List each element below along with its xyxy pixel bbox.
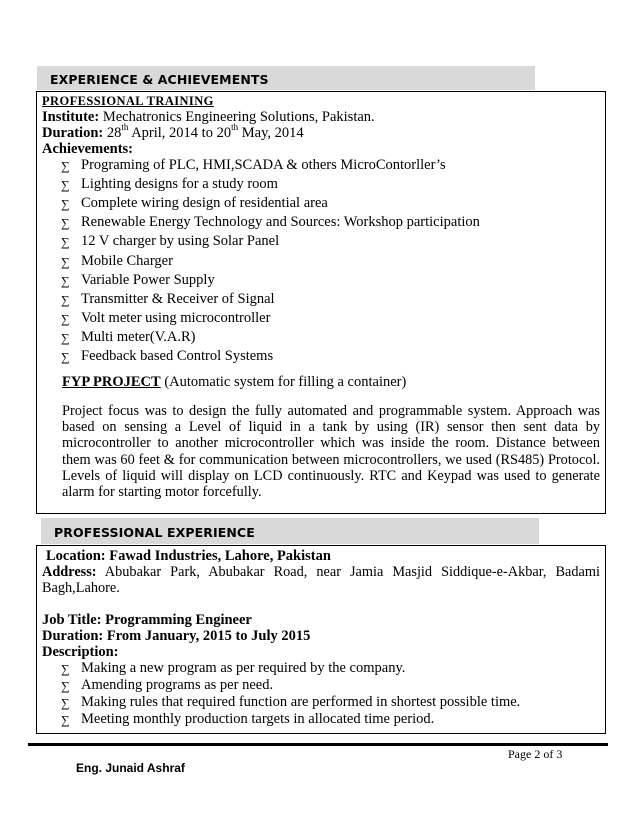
- duty-item: Making rules that required function are performed in shortest possible time.: [81, 694, 521, 710]
- job-duration: Duration: From January, 2015 to July 2015: [42, 628, 311, 644]
- duration-start-rest: April, 2014 to: [131, 125, 213, 141]
- achievement-item: Transmitter & Receiver of Signal: [81, 290, 275, 307]
- achievement-bullet-icon: ∑: [61, 311, 70, 326]
- training-heading: PROFESSIONAL TRAINING: [42, 94, 214, 108]
- achievement-bullet-icon: ∑: [61, 273, 70, 288]
- footer-rule: [28, 743, 608, 746]
- achievement-item: Programing of PLC, HMI,SCADA & others MicroContorller’s: [81, 157, 446, 173]
- achievement-bullet-icon: ∑: [61, 178, 70, 193]
- page-number: Page 2 of 3: [508, 747, 563, 761]
- author-name: Eng. Junaid Ashraf: [76, 761, 185, 775]
- description-label: Description:: [42, 644, 119, 660]
- duration-start-sup: th: [121, 122, 129, 133]
- achievement-bullet-icon: ∑: [61, 254, 70, 269]
- address-label: Address:: [42, 564, 97, 580]
- achievement-item: Volt meter using microcontroller: [81, 309, 271, 326]
- job-title: Job Title: Programming Engineer: [42, 612, 252, 628]
- achievement-bullet-icon: ∑: [61, 197, 70, 212]
- achievements-label: Achievements:: [42, 141, 134, 157]
- fyp-line: [62, 374, 406, 390]
- duty-bullet-icon: ∑: [61, 679, 70, 693]
- address-value: Abubakar Park, Abubakar Road, near Jamia Masjid Siddique-e-Akbar, Badami Bagh,Lahore.: [42, 564, 600, 597]
- duration-end-rest: May, 2014: [241, 125, 304, 141]
- achievement-item: Multi meter(V.A.R): [81, 328, 196, 345]
- duty-bullet-icon: ∑: [61, 662, 70, 676]
- achievement-item: Lighting designs for a study room: [81, 176, 278, 193]
- duty-item: Meeting monthly production targets in allocated time period.: [81, 711, 435, 727]
- achievement-item: Renewable Energy Technology and Sources: Workshop participation: [81, 214, 480, 231]
- duty-item: Amending programs as per need.: [81, 677, 274, 693]
- achievement-item: Feedback based Control Systems: [81, 348, 274, 364]
- duty-bullet-icon: ∑: [61, 696, 70, 710]
- institute-value: Mechatronics Engineering Solutions, Pakistan.: [102, 109, 375, 125]
- achievement-item: Mobile Charger: [81, 252, 173, 269]
- duty-bullet-icon: ∑: [61, 713, 70, 727]
- institute-label: Institute:: [42, 109, 100, 125]
- professional-header-text: PROFESSIONAL EXPERIENCE: [54, 525, 255, 540]
- duty-item: Making a new program as per required by the company.: [81, 660, 406, 676]
- achievement-bullet-icon: ∑: [61, 292, 70, 307]
- institute-line: [42, 109, 375, 125]
- duration-end-sup: th: [231, 122, 239, 133]
- achievement-bullet-icon: ∑: [61, 159, 70, 173]
- achievement-bullet-icon: ∑: [61, 330, 70, 345]
- achievement-item: Complete wiring design of residential area: [81, 195, 328, 212]
- professional-section-header: [41, 518, 539, 544]
- duration-end-day: 20: [216, 125, 232, 141]
- achievement-item: Variable Power Supply: [81, 271, 215, 288]
- achievement-item: 12 V charger by using Solar Panel: [81, 233, 280, 250]
- training-duration-line: [42, 122, 304, 141]
- achievement-bullet-icon: ∑: [61, 350, 70, 364]
- experience-header-text: EXPERIENCE & ACHIEVEMENTS: [50, 72, 269, 87]
- achievement-bullet-icon: ∑: [61, 216, 70, 231]
- duration-start-day: 28: [106, 125, 122, 141]
- address-line: [42, 564, 600, 596]
- fyp-paragraph: Project focus was to design the fully automated and programmable system. Approach was based on sensing a Level of liquid in a tank by using (IR) sensor then sent data by microcontroller to another microcontroller which was inside the room. Distance between them was 60 feet & for communication between microcontrollers, we used (RS485) Protocol. Levels of liquid will display on LCD continuously. RTC and Keypad was used to generate alarm for starting motor forcefully.: [62, 403, 600, 501]
- fyp-label: FYP PROJECT: [62, 374, 161, 390]
- experience-section-header: [37, 66, 535, 90]
- duration-label: Duration:: [42, 125, 104, 141]
- fyp-desc: (Automatic system for filling a container): [164, 374, 407, 390]
- achievement-bullet-icon: ∑: [61, 235, 70, 250]
- location-line: Location: Fawad Industries, Lahore, Pakistan: [46, 548, 331, 564]
